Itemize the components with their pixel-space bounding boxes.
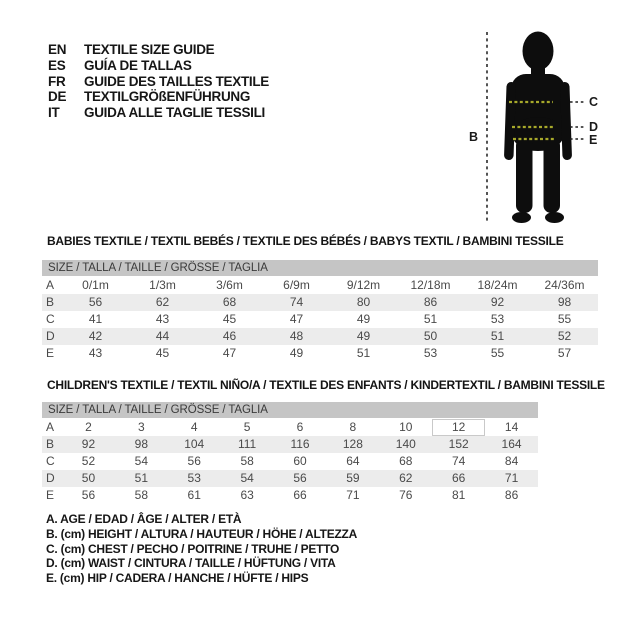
table-cell: 92 <box>490 295 505 309</box>
row-label: A <box>46 278 55 292</box>
table-cell: 41 <box>88 312 103 326</box>
table-cell: 92 <box>81 437 96 451</box>
row-label: A <box>46 420 55 434</box>
table-cell: 42 <box>88 329 103 343</box>
table-cell: 55 <box>490 346 505 360</box>
table-cell: 5 <box>243 420 251 434</box>
table-cell: 60 <box>293 454 307 468</box>
table-cell: 164 <box>501 437 522 451</box>
row-label: B <box>46 295 55 309</box>
table-cell: 9/12m <box>346 278 381 292</box>
measurement-figure <box>450 8 630 233</box>
table-cell: 81 <box>452 488 466 502</box>
table-row <box>42 294 598 311</box>
table-cell: 140 <box>395 437 416 451</box>
hip-label: E <box>589 133 598 147</box>
children-size-table <box>42 402 538 504</box>
language-label: GUIDA ALLE TAGLIE TESSILI <box>84 105 265 121</box>
language-code: EN <box>48 42 67 57</box>
table-cell: 62 <box>399 471 413 485</box>
table-cell: 98 <box>134 437 149 451</box>
table-cell: 12/18m <box>410 278 451 292</box>
table-row <box>42 345 598 362</box>
table-cell: 56 <box>88 295 103 309</box>
language-list <box>48 42 269 121</box>
chest-label: C <box>589 95 599 109</box>
table-cell: 57 <box>557 346 572 360</box>
table-cell: 63 <box>240 488 254 502</box>
legend-line: C. (cm) CHEST / PECHO / POITRINE / TRUHE / PETTO <box>46 541 340 556</box>
table-cell: 44 <box>155 329 170 343</box>
row-label: D <box>46 329 55 343</box>
language-row <box>48 105 269 121</box>
table-cell: 52 <box>81 454 96 468</box>
table-cell: 55 <box>557 312 572 326</box>
table-cell: 51 <box>423 312 438 326</box>
table-row <box>42 487 538 504</box>
table-row <box>42 419 538 436</box>
legend-list <box>46 512 357 586</box>
language-code: DE <box>48 89 67 105</box>
table-cell: 54 <box>240 471 254 485</box>
table-cell: 104 <box>184 437 205 451</box>
table-cell: 68 <box>222 295 237 309</box>
table-cell: 152 <box>448 437 469 451</box>
table-cell: 54 <box>134 454 149 468</box>
table-cell: 74 <box>289 295 304 309</box>
table-cell: 56 <box>187 454 201 468</box>
table-cell: 3 <box>137 420 145 434</box>
table-cell: 43 <box>88 346 103 360</box>
table-cell: 128 <box>342 437 363 451</box>
table-row <box>42 453 538 470</box>
table-cell: 45 <box>155 346 170 360</box>
table-cell: 51 <box>356 346 371 360</box>
legend-line: E. (cm) HIP / CADERA / HANCHE / HÜFTE / HIPS <box>46 571 309 586</box>
table-cell: 58 <box>240 454 254 468</box>
table-cell: 24/36m <box>544 278 585 292</box>
legend-line: B. (cm) HEIGHT / ALTURA / HAUTEUR / HÖHE / ALTEZZA <box>46 526 358 541</box>
table-cell: 48 <box>289 329 304 343</box>
language-row <box>48 89 269 105</box>
table-cell: 49 <box>356 312 371 326</box>
row-label: C <box>46 312 55 326</box>
language-label: GUIDE DES TAILLES TEXTILE <box>84 73 270 89</box>
table-cell: 49 <box>289 346 304 360</box>
row-label: E <box>46 488 55 502</box>
children-section-title: CHILDREN'S TEXTILE / TEXTIL NIÑO/A / TEXTILE DES ENFANTS / KINDERTEXTIL / BAMBINI TESSILE <box>47 378 605 392</box>
language-label: TEXTILGRÖßENFÜHRUNG <box>84 89 251 105</box>
table-cell: 47 <box>222 346 237 360</box>
table-cell: 74 <box>452 454 466 468</box>
table-cell: 6/9m <box>283 278 310 292</box>
height-label: B <box>469 130 479 144</box>
table-cell: 3/6m <box>216 278 243 292</box>
table-cell: 51 <box>490 329 505 343</box>
table-cell: 50 <box>81 471 96 485</box>
table-cell: 53 <box>187 471 201 485</box>
language-label: TEXTILE SIZE GUIDE <box>84 42 215 57</box>
table-cell: 43 <box>155 312 170 326</box>
child-silhouette-figure <box>450 8 630 233</box>
table-cell: 62 <box>155 295 170 309</box>
row-label: B <box>46 437 55 451</box>
language-code: ES <box>48 57 66 73</box>
table-cell: 116 <box>290 437 310 451</box>
table-cell: 56 <box>81 488 96 502</box>
table-cell: 51 <box>134 471 149 485</box>
legend-line: D. (cm) WAIST / CINTURA / TAILLE / HÜFTUNG / VITA <box>46 556 336 571</box>
table-cell: 14 <box>504 420 519 434</box>
language-row <box>48 58 269 74</box>
language-row <box>48 74 269 90</box>
waist-label: D <box>589 120 599 134</box>
table-cell: 46 <box>222 329 237 343</box>
table-cell: 84 <box>504 454 519 468</box>
table-cell: 45 <box>222 312 237 326</box>
table-cell: 59 <box>346 471 360 485</box>
table-cell: 53 <box>423 346 438 360</box>
babies-size-table <box>42 260 598 362</box>
language-code: FR <box>48 73 66 89</box>
row-label: C <box>46 454 55 468</box>
table-cell: 56 <box>293 471 307 485</box>
table-cell: 71 <box>346 488 360 502</box>
table-cell: 86 <box>504 488 519 502</box>
table-cell: 66 <box>452 471 466 485</box>
row-label: D <box>46 471 55 485</box>
table-row <box>42 311 598 328</box>
table-cell: 80 <box>356 295 371 309</box>
table-cell: 71 <box>504 471 519 485</box>
table-cell: 86 <box>423 295 438 309</box>
table-cell: 58 <box>134 488 149 502</box>
size-header-bar: SIZE / TALLA / TAILLE / GRÖSSE / TAGLIA <box>42 260 598 276</box>
table-cell: 52 <box>557 329 572 343</box>
table-cell: 18/24m <box>477 278 518 292</box>
table-cell: 66 <box>293 488 307 502</box>
table-cell: 98 <box>557 295 572 309</box>
table-cell: 76 <box>399 488 413 502</box>
table-row <box>42 436 538 453</box>
size-header-bar: SIZE / TALLA / TAILLE / GRÖSSE / TAGLIA <box>42 402 538 418</box>
table-cell: 111 <box>237 437 257 451</box>
table-cell: 64 <box>346 454 360 468</box>
table-cell: 2 <box>85 420 92 434</box>
table-row <box>42 277 598 294</box>
table-cell: 50 <box>423 329 438 343</box>
table-cell: 6 <box>296 420 304 434</box>
table-cell: 12 <box>432 419 485 436</box>
table-cell: 68 <box>399 454 413 468</box>
table-cell: 61 <box>187 488 201 502</box>
table-cell: 8 <box>349 420 357 434</box>
language-code: IT <box>48 105 60 121</box>
row-label: E <box>46 346 55 360</box>
language-label: GUÍA DE TALLAS <box>84 57 192 73</box>
table-row <box>42 328 598 345</box>
babies-section-title: BABIES TEXTILE / TEXTIL BEBÉS / TEXTILE DES BÉBÉS / BABYS TEXTIL / BAMBINI TESSILE <box>47 234 564 248</box>
table-cell: 4 <box>190 420 198 434</box>
table-cell: 49 <box>356 329 371 343</box>
table-cell: 47 <box>289 312 304 326</box>
language-row <box>48 42 269 58</box>
table-cell: 10 <box>399 420 413 434</box>
table-cell: 53 <box>490 312 505 326</box>
table-cell: 1/3m <box>149 278 176 292</box>
table-row <box>42 470 538 487</box>
table-cell: 0/1m <box>82 278 109 292</box>
legend-line: A. AGE / EDAD / ÂGE / ALTER / ETÀ <box>46 512 242 526</box>
